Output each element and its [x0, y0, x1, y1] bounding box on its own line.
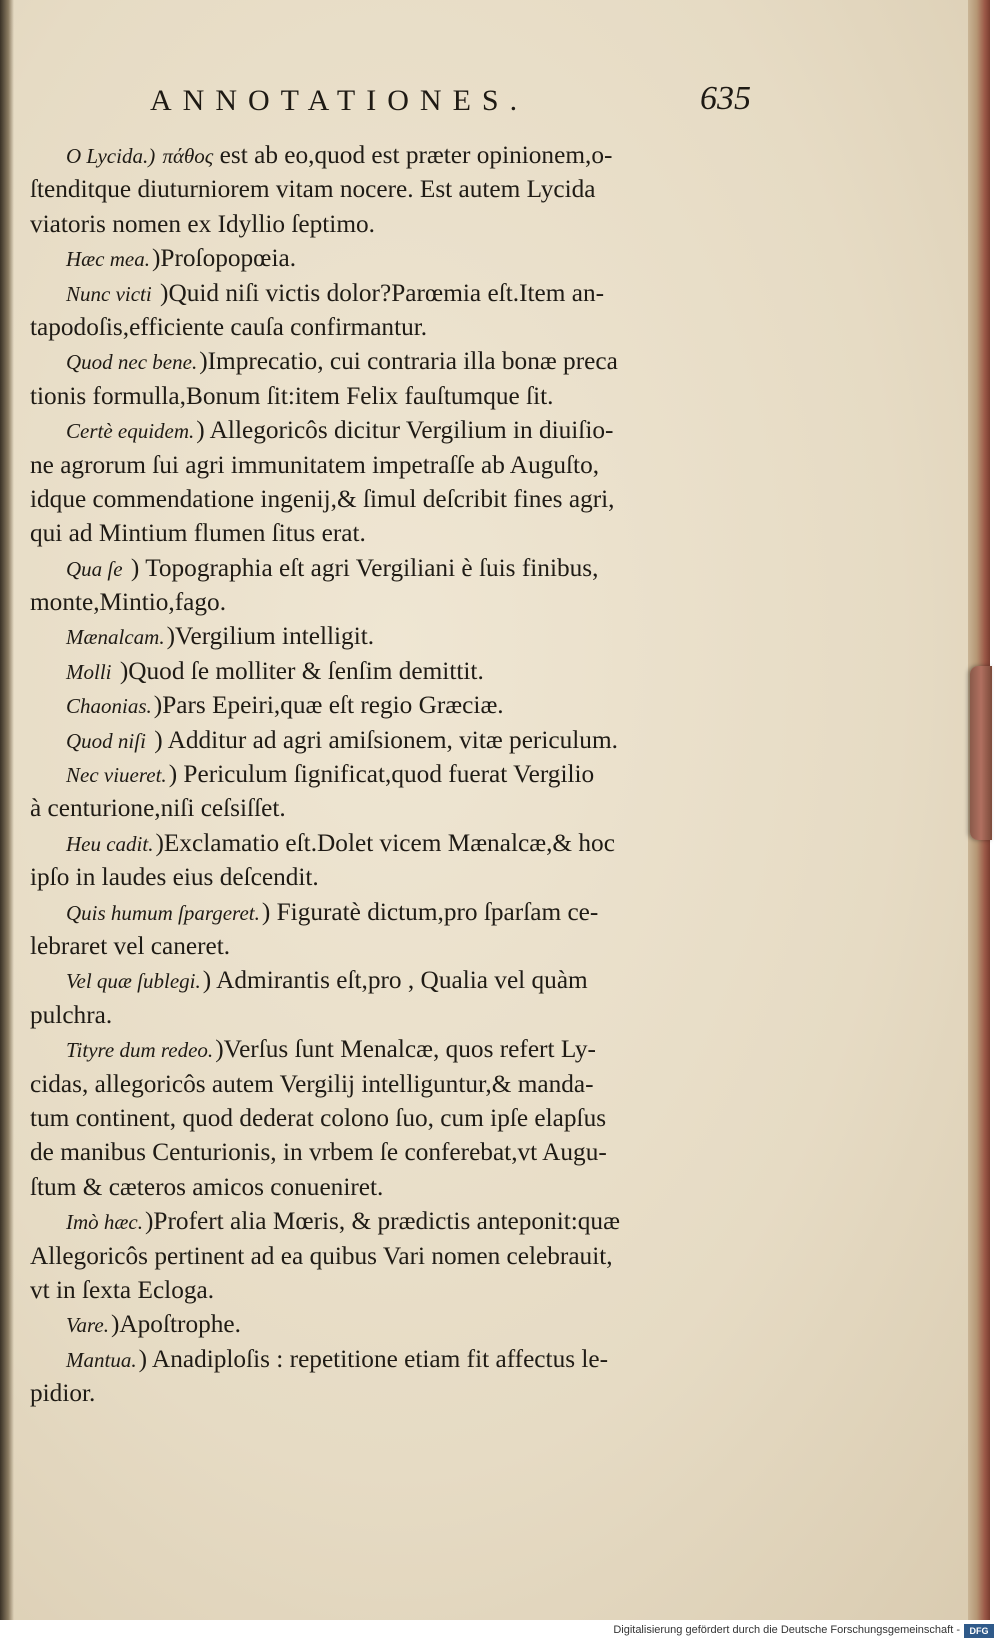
dfg-logo: DFG	[964, 1624, 994, 1638]
text-line	[30, 1239, 790, 1273]
text-line	[30, 860, 790, 894]
text-line	[30, 895, 790, 929]
line-text: )Quid niſi victis dolor?Parœmia eſt.Item an-	[153, 278, 605, 307]
lemma: Quod nec bene.	[66, 350, 198, 375]
text-line	[30, 551, 790, 585]
line-text: lebraret vel caneret.	[30, 931, 231, 960]
line-text: tionis formulla,Bonum ſit:item Felix fauſtumque ſit.	[30, 381, 554, 410]
lemma: Imò hæc.	[66, 1210, 143, 1235]
line-text: pidior.	[30, 1379, 96, 1408]
text-line	[30, 1204, 790, 1238]
text-line	[30, 379, 790, 413]
line-text: )Exclamatio eſt.Dolet vicem Mænalcæ,& hoc	[155, 828, 615, 857]
line-text: de manibus Centurionis, in vrbem ſe conferebat,vt Augu-	[30, 1138, 607, 1167]
line-text: )Verſus ſunt Menalcæ, quos refert Ly-	[215, 1035, 596, 1064]
text-line	[30, 1307, 790, 1341]
lemma: Molli	[66, 659, 112, 684]
text-line	[30, 1101, 790, 1135]
line-text: tapodoſis,efficiente cauſa confirmantur.	[30, 312, 428, 341]
line-text: )Proſopopœia.	[151, 244, 297, 273]
text-line	[30, 241, 790, 275]
text-line	[30, 1170, 790, 1204]
lemma: Hæc mea.	[66, 247, 150, 272]
text-line	[30, 723, 790, 757]
line-text: est ab eo,quod est præter opinionem,o-	[213, 141, 613, 169]
lemma: Mænalcam.	[66, 625, 165, 650]
line-text: tum continent, quod dederat colono ſuo, cum ipſe elapſus	[30, 1103, 607, 1132]
text-line	[30, 791, 790, 825]
text-line	[30, 654, 790, 688]
text-line	[30, 963, 790, 997]
funding-credit: Digitalisierung gefördert durch die Deutsche Forschungsgemeinschaft -	[613, 1624, 960, 1636]
lemma: Certè equidem.	[66, 419, 195, 444]
line-text: ) Admirantis eſt,pro , Qualia vel quàm	[202, 966, 588, 995]
line-text: ipſo in laudes eius deſcendit.	[30, 863, 319, 892]
text-line	[30, 1342, 790, 1376]
line-text: ) Topographia eſt agri Vergiliani è ſuis finibus,	[124, 553, 599, 582]
text-line	[30, 585, 790, 619]
bookmark-tab	[970, 666, 992, 840]
line-text: vt in ſexta Ecloga.	[30, 1275, 215, 1304]
line-text: ſtum & cæteros amicos conueniret.	[30, 1172, 384, 1201]
line-text: à centurione,niſi ceſsiſſet.	[30, 794, 286, 823]
text-line	[30, 448, 790, 482]
line-text: ) Additur ad agri amiſsionem, vitæ periculum.	[147, 725, 618, 754]
line-text: idque commendatione ingenij,& ſimul deſcribit fines agri,	[30, 484, 615, 513]
line-text: )Vergilium intelligit.	[166, 622, 375, 651]
text-line	[30, 998, 790, 1032]
lemma: Vel quæ ſublegi.	[66, 969, 201, 994]
line-text: ne agrorum ſui agri immunitatem impetraſſe ab Auguſto,	[30, 450, 600, 479]
line-text: ) Figuratè dictum,pro ſparſam ce-	[261, 897, 599, 926]
lemma: Heu cadit.	[66, 831, 154, 856]
line-text: ) Anadiploſis : repetitione etiam fit affectus le-	[138, 1344, 609, 1373]
line-text: ) Periculum ſignificat,quod fuerat Vergilio	[168, 760, 595, 789]
text-line	[30, 1273, 790, 1307]
line-text: )Pars Epeiri,quæ eſt regio Græciæ.	[153, 691, 504, 720]
text-line	[30, 172, 790, 206]
text-line	[30, 826, 790, 860]
line-text: viatoris nomen ex Idyllio ſeptimo.	[30, 209, 375, 238]
text-line	[30, 482, 790, 516]
line-text: qui ad Mintium flumen ſitus erat.	[30, 519, 366, 548]
text-line	[30, 1376, 790, 1410]
lemma: Quod niſi	[66, 728, 146, 753]
line-text: )Imprecatio, cui contraria illa bonæ preca	[199, 347, 618, 376]
lemma: Vare.	[66, 1313, 109, 1338]
line-text: cidas, allegoricôs autem Vergilij intelliguntur,& manda-	[30, 1069, 594, 1098]
text-line	[30, 1135, 790, 1169]
text-line	[30, 310, 790, 344]
lemma: Tityre dum redeo.	[66, 1038, 214, 1063]
line-text: )Profert alia Mœris, & prædictis anteponit:quæ	[145, 1207, 620, 1236]
line-text: ſtenditque diuturniorem vitam nocere. Est autem Lycida	[30, 175, 596, 204]
text-line	[30, 1067, 790, 1101]
line-text: Allegoricôs pertinent ad ea quibus Vari nomen celebrauit,	[30, 1241, 613, 1270]
page-number: 635	[700, 80, 751, 117]
annotation-text-block	[30, 138, 790, 1410]
text-line	[30, 619, 790, 653]
lemma: Chaonias.	[66, 694, 152, 719]
text-line	[30, 413, 790, 447]
text-line	[30, 929, 790, 963]
line-text: )Quod ſe molliter & ſenſim demittit.	[113, 656, 484, 685]
lemma: Mantua.	[66, 1347, 137, 1372]
text-line	[30, 138, 790, 172]
gutter-shadow	[0, 0, 14, 1620]
line-text: pulchra.	[30, 1000, 113, 1029]
text-line	[30, 757, 790, 791]
lemma: Nunc victi	[66, 281, 152, 306]
line-text: monte,Mintio,fago.	[30, 588, 227, 617]
lemma: Qua ſe	[66, 556, 123, 581]
text-line	[30, 276, 790, 310]
text-line	[30, 688, 790, 722]
text-line	[30, 344, 790, 378]
greek-word: πάθος	[162, 144, 214, 168]
line-text: ) Allegoricôs dicitur Vergilium in diuiſio-	[196, 416, 614, 445]
text-line	[30, 207, 790, 241]
lemma: Quis humum ſpargeret.	[66, 900, 260, 925]
text-line	[30, 516, 790, 550]
running-head: ANNOTATIONES.	[150, 84, 529, 117]
text-line	[30, 1032, 790, 1066]
lemma: O Lycida.)	[66, 144, 161, 168]
line-text: )Apoſtrophe.	[110, 1310, 241, 1339]
lemma: Nec viueret.	[66, 763, 167, 788]
